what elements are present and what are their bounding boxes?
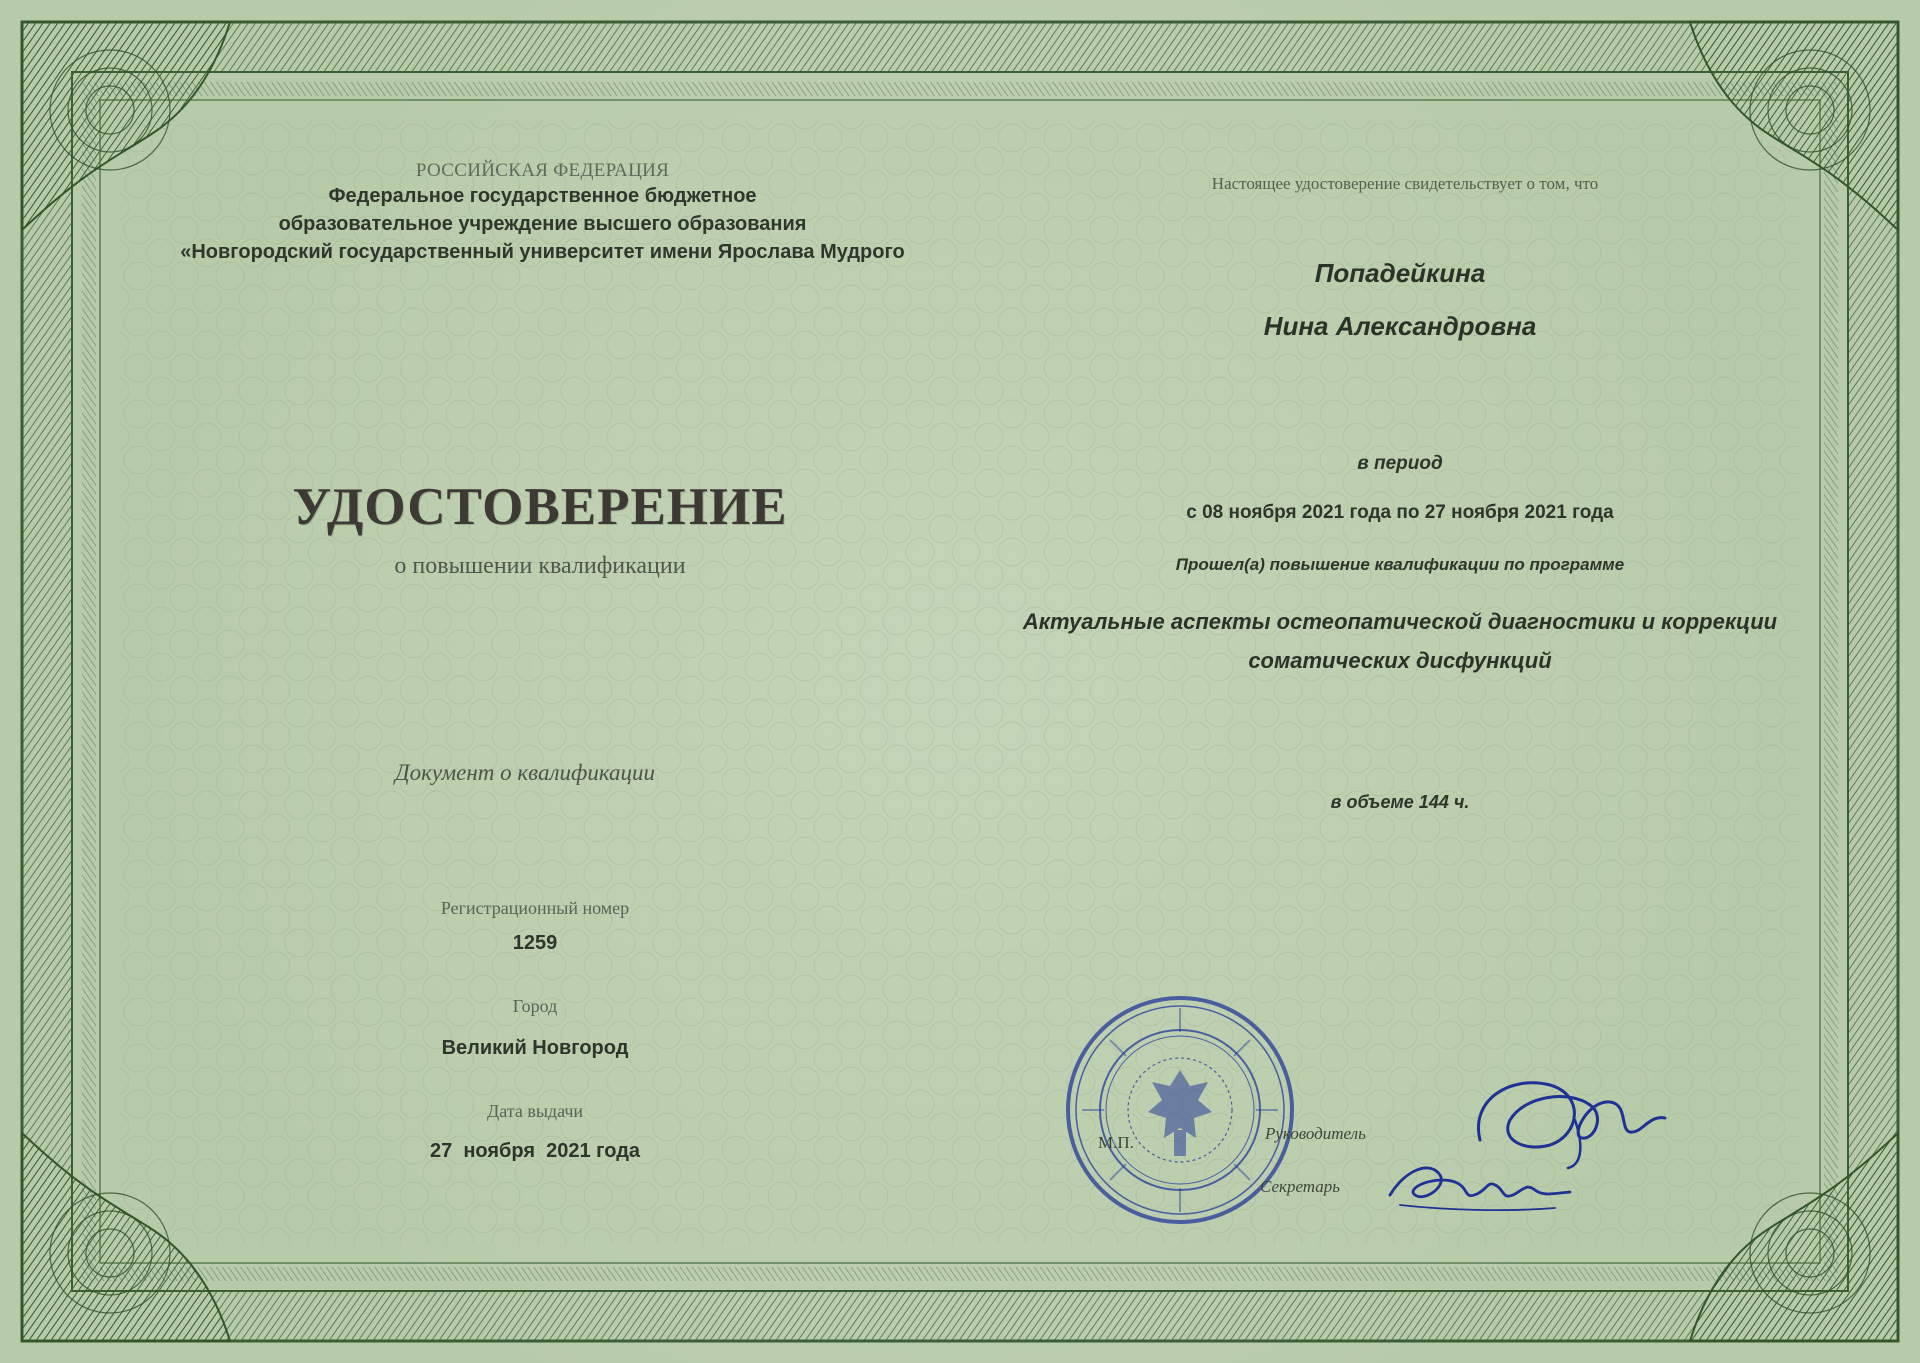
- certificate-intro: Настоящее удостоверение свидетельствует о том, что: [1211, 174, 1599, 193]
- registration-number-label: Регистрационный номер: [440, 898, 630, 918]
- head-signature-label: Руководитель: [1265, 1124, 1366, 1143]
- document-subtitle: о повышении квалификации: [394, 553, 686, 579]
- training-volume: в объеме 144 ч.: [1330, 792, 1470, 812]
- seal-place-label: М.П.: [1098, 1133, 1134, 1152]
- secretary-signature-label: Секретарь: [1260, 1177, 1340, 1196]
- issuer-org-line-2: образовательное учреждение высшего образования: [278, 213, 807, 235]
- document-kind: Документ о квалификации: [394, 760, 656, 785]
- program-name: Актуальные аспекты остеопатической диагностики и коррекции соматических дисфункций: [1022, 609, 1778, 673]
- program-intro: Прошел(а) повышение квалификации по программе: [1175, 555, 1625, 574]
- issuer-org-line-1: Федеральное государственное бюджетное: [328, 185, 757, 207]
- city-label: Город: [512, 996, 558, 1016]
- holder-given-names: Нина Александровна: [1263, 311, 1537, 341]
- issue-date-label: Дата выдачи: [486, 1101, 584, 1121]
- period-label: в период: [1357, 453, 1443, 474]
- issuer-org-line-3: «Новгородский государственный университет имени Ярослава Мудрого: [180, 241, 905, 263]
- registration-number-value: 1259: [512, 932, 558, 954]
- document-title: УДОСТОВЕРЕНИЕ: [292, 478, 788, 536]
- period-dates: с 08 ноября 2021 года по 27 ноября 2021 года: [1186, 502, 1614, 523]
- issue-date-value: 27 ноября 2021 года: [429, 1140, 641, 1162]
- issuer-block: [170, 160, 915, 266]
- secretary-signature: [1385, 1150, 1575, 1220]
- issuer-country: РОССИЙСКАЯ ФЕДЕРАЦИЯ: [415, 160, 670, 181]
- city-value: Великий Новгород: [441, 1037, 629, 1059]
- holder-surname: Попадейкина: [1314, 258, 1486, 288]
